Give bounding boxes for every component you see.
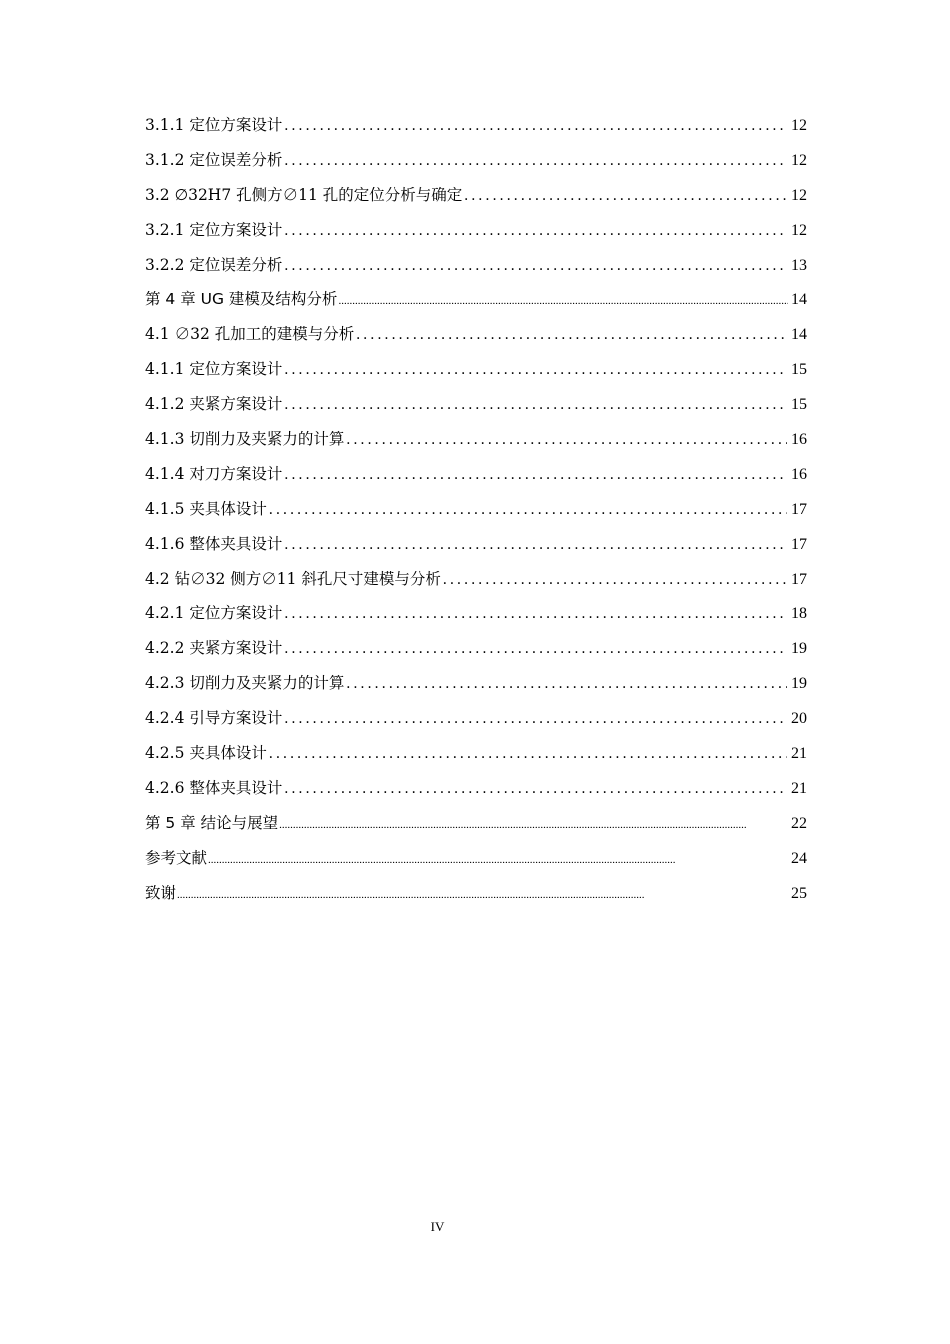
toc-dot-leader [464, 179, 787, 214]
toc-chapter-entry[interactable] [145, 841, 807, 876]
toc-entry[interactable] [145, 108, 807, 143]
toc-entry-page: 15 [791, 361, 807, 379]
toc-entry-page: 13 [791, 256, 807, 274]
toc-dot-leader [279, 808, 788, 843]
toc-entry-page: 12 [791, 221, 807, 239]
toc-entry[interactable] [145, 631, 807, 666]
toc-dot-leader [284, 528, 787, 563]
toc-entry-page: 12 [791, 186, 807, 204]
toc-entry-page: 21 [791, 745, 807, 763]
toc-entry[interactable] [145, 736, 807, 771]
toc-entry-label: 4.2.1 定位方案设计 [145, 604, 283, 623]
toc-entry-label: 4.2.5 夹具体设计 [145, 744, 267, 763]
toc-dot-leader [269, 493, 787, 528]
toc-entry-label: 4.1.2 夹紧方案设计 [145, 395, 283, 414]
toc-entry[interactable] [145, 562, 807, 597]
toc-dot-leader [443, 563, 787, 598]
toc-entry-label: 4.1.5 夹具体设计 [145, 499, 267, 518]
toc-entry-label: 4.2.6 整体夹具设计 [145, 778, 283, 797]
toc-entry-page: 25 [791, 884, 807, 902]
toc-entry-label: 4.1.3 切削力及夹紧力的计算 [145, 430, 345, 449]
toc-entry-label: 第 4 章 UG 建模及结构分析 [145, 290, 338, 309]
toc-entry-label: 3.2.2 定位误差分析 [145, 255, 283, 274]
toc-entry-label: 4.1 ∅32 孔加工的建模与分析 [145, 325, 355, 344]
toc-entry-label: 3.2.1 定位方案设计 [145, 220, 283, 239]
toc-entry-page: 24 [791, 849, 807, 867]
toc-entry-label: 3.2 ∅32H7 孔侧方∅11 孔的定位分析与确定 [145, 185, 463, 204]
toc-dot-leader [284, 388, 787, 423]
toc-entry[interactable] [145, 596, 807, 631]
toc-entry[interactable] [145, 317, 807, 352]
toc-entry[interactable] [145, 248, 807, 283]
toc-entry-label: 4.2.2 夹紧方案设计 [145, 639, 283, 658]
toc-entry[interactable] [145, 143, 807, 178]
toc-entry[interactable] [145, 666, 807, 701]
toc-dot-leader [177, 878, 788, 913]
toc-entry-label: 4.1.6 整体夹具设计 [145, 534, 283, 553]
toc-dot-leader [208, 843, 788, 878]
toc-dot-leader [284, 109, 787, 144]
toc-entry-page: 19 [791, 640, 807, 658]
toc-dot-leader [284, 144, 787, 179]
toc-entry[interactable] [145, 387, 807, 422]
toc-entry-page: 19 [791, 675, 807, 693]
toc-entry-label: 致谢 [145, 883, 177, 902]
toc-dot-leader [284, 772, 787, 807]
toc-dot-leader [338, 284, 788, 319]
toc-dot-leader [356, 318, 787, 353]
toc-dot-leader [284, 249, 787, 284]
toc-dot-leader [284, 702, 787, 737]
toc-entry[interactable] [145, 492, 807, 527]
toc-entry-label: 4.1.4 对刀方案设计 [145, 464, 283, 483]
toc-dot-leader [346, 667, 787, 702]
toc-entry-page: 22 [791, 814, 807, 832]
toc-entry[interactable] [145, 771, 807, 806]
toc-entry-page: 14 [791, 326, 807, 344]
table-of-contents [145, 108, 807, 910]
toc-entry[interactable] [145, 213, 807, 248]
toc-dot-leader [284, 597, 787, 632]
toc-dot-leader [269, 737, 787, 772]
toc-entry-label: 第 5 章 结论与展望 [145, 813, 279, 832]
toc-entry-page: 18 [791, 605, 807, 623]
toc-dot-leader [346, 423, 787, 458]
toc-chapter-entry[interactable] [145, 806, 807, 841]
toc-entry-label: 参考文献 [145, 848, 208, 867]
toc-chapter-entry[interactable] [145, 282, 807, 317]
toc-entry[interactable] [145, 701, 807, 736]
toc-entry[interactable] [145, 527, 807, 562]
toc-entry[interactable] [145, 457, 807, 492]
toc-entry[interactable] [145, 352, 807, 387]
toc-entry-page: 21 [791, 779, 807, 797]
toc-entry-label: 4.2.3 切削力及夹紧力的计算 [145, 674, 345, 693]
toc-entry-page: 16 [791, 465, 807, 483]
toc-chapter-entry[interactable] [145, 876, 807, 911]
toc-entry-label: 3.1.2 定位误差分析 [145, 150, 283, 169]
toc-entry-page: 17 [791, 570, 807, 588]
toc-dot-leader [284, 632, 787, 667]
toc-entry-page: 12 [791, 117, 807, 134]
toc-entry-page: 16 [791, 431, 807, 449]
toc-dot-leader [284, 353, 787, 388]
toc-entry-page: 17 [791, 500, 807, 518]
page-number: IV [430, 1219, 445, 1234]
toc-entry[interactable] [145, 178, 807, 213]
toc-entry-page: 12 [791, 151, 807, 169]
toc-entry-page: 20 [791, 710, 807, 728]
toc-entry-label: 4.2.4 引导方案设计 [145, 709, 283, 728]
toc-entry-page: 15 [791, 396, 807, 414]
toc-dot-leader [284, 214, 787, 249]
toc-entry-page: 14 [791, 291, 807, 309]
toc-entry-page: 17 [791, 535, 807, 553]
toc-entry-label: 4.2 钻∅32 侧方∅11 斜孔尺寸建模与分析 [145, 569, 441, 588]
toc-entry-label: 4.1.1 定位方案设计 [145, 360, 283, 379]
toc-dot-leader [284, 458, 787, 493]
toc-entry-label: 3.1.1 定位方案设计 [145, 116, 283, 134]
toc-entry[interactable] [145, 422, 807, 457]
